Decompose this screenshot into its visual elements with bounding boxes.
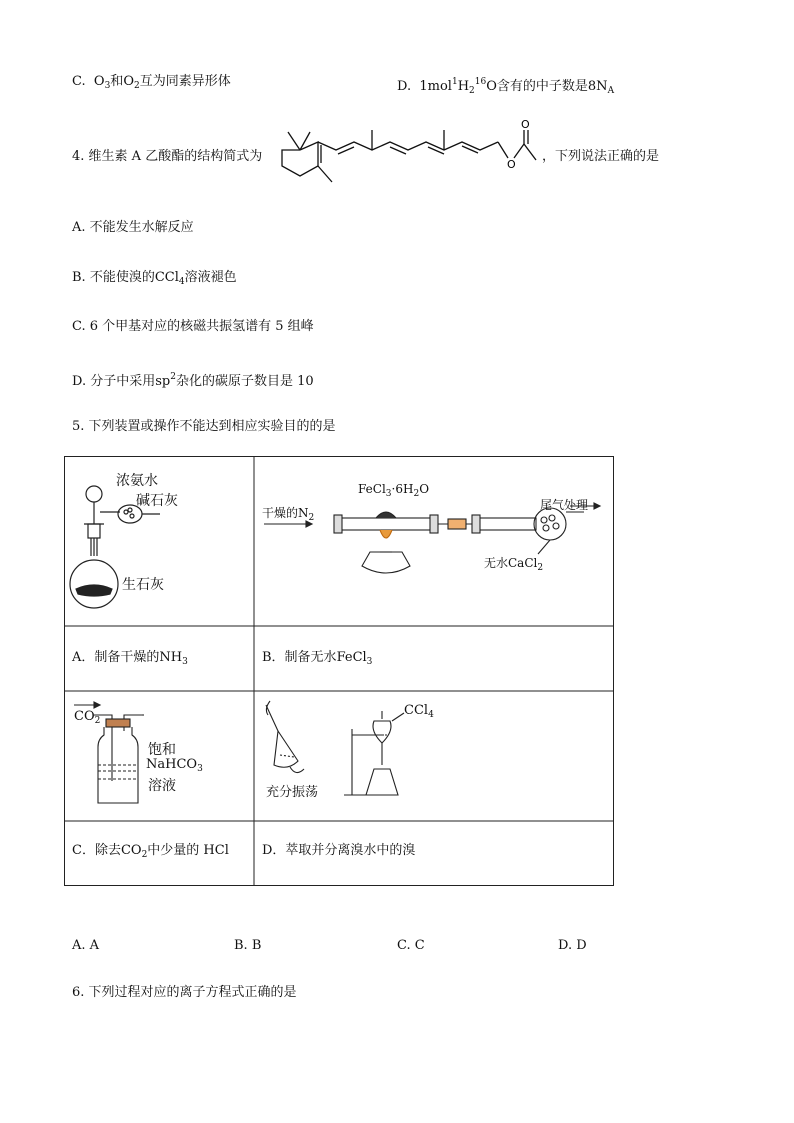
apparatus-d bbox=[254, 691, 614, 821]
q5-stem: 5. 下列装置或操作不能达到相应实验目的的是 bbox=[72, 419, 336, 434]
answer-c: C. C bbox=[397, 938, 425, 953]
caption-d: D．萃取并分离溴水中的溴 bbox=[262, 843, 416, 858]
label-shake: 充分振荡 bbox=[266, 785, 319, 800]
q4-option-d: D. 分子中采用$sp^2$杂化的碳原子数目是 10 bbox=[72, 372, 314, 389]
q4-option-b: B. 不能使溴的CCl$_4$溶液褪色 bbox=[72, 270, 237, 287]
apparatus-table bbox=[64, 456, 614, 886]
apparatus-a bbox=[64, 456, 254, 626]
q3-option-d: D. $1mol^1H_2^{16}O$含有的中子数是$8N_A$ bbox=[397, 77, 615, 96]
anhydrous-fecl3-drawing bbox=[254, 456, 614, 626]
ester-oxygen-label: O bbox=[507, 158, 516, 171]
ammonia-generator-drawing bbox=[64, 456, 254, 626]
q4-stem-suffix: ，下列说法正确的是 bbox=[542, 149, 660, 164]
apparatus-c bbox=[64, 691, 254, 821]
label-solution: 溶液 bbox=[148, 778, 176, 794]
q3-option-c: C. $O_3$和$O_2$互为同素异形体 bbox=[72, 74, 231, 91]
answer-b: B. B bbox=[234, 938, 262, 953]
label-quicklime: 生石灰 bbox=[122, 577, 164, 593]
label-ammonia: 浓氨水 bbox=[116, 473, 158, 489]
q4-stem-prefix: 4. 维生素 A 乙酸酯的结构简式为 bbox=[72, 149, 263, 164]
caption-c: C．除去$CO_2$中少量的 HCl bbox=[72, 843, 229, 860]
q4-option-a: A. 不能发生水解反应 bbox=[72, 220, 194, 235]
label-co2: $CO_2$ bbox=[74, 709, 101, 726]
label-ccl4: CCl$_4$ bbox=[404, 703, 434, 720]
carbonyl-oxygen-label: O bbox=[521, 118, 530, 131]
label-cacl2: 无水CaCl$_2$ bbox=[484, 556, 544, 573]
answer-a: A. A bbox=[72, 938, 100, 953]
label-tail-gas: 尾气处理 bbox=[540, 498, 589, 512]
label-fecl3-hydrate: $FeCl_3\cdot 6H_2O$ bbox=[358, 482, 430, 499]
q6-stem: 6. 下列过程对应的离子方程式正确的是 bbox=[72, 985, 297, 1000]
label-saturated: 饱和 bbox=[148, 742, 176, 758]
caption-a: A．制备干燥的$NH_3$ bbox=[72, 650, 188, 667]
caption-b: B．制备无水FeCl$_3$ bbox=[262, 650, 373, 667]
label-dry-n2: 干燥的$N_2$ bbox=[262, 506, 315, 523]
separatory-funnel-drawing bbox=[254, 691, 614, 821]
q4-option-c: C. 6 个甲基对应的核磁共振氢谱有 5 组峰 bbox=[72, 319, 314, 334]
label-nahco3: NaHCO$_3$ bbox=[146, 757, 203, 774]
vitamin-a-acetate-structure bbox=[274, 118, 544, 198]
apparatus-b bbox=[254, 456, 614, 626]
label-soda-lime: 碱石灰 bbox=[136, 493, 178, 509]
answer-d: D. D bbox=[558, 938, 587, 953]
